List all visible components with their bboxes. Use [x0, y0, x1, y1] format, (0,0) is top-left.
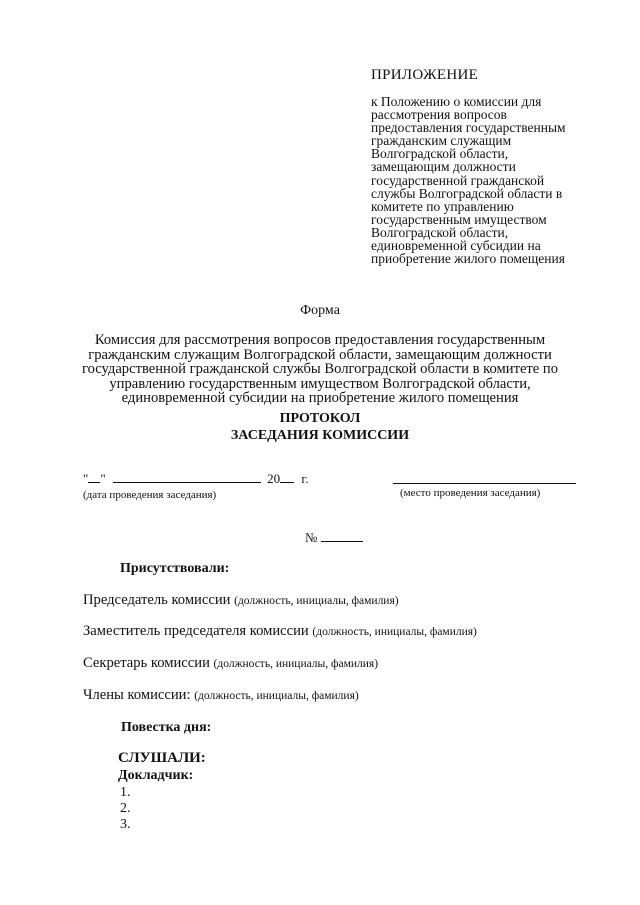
attendee-chairman [83, 592, 399, 609]
attendee-role: Секретарь комиссии [83, 655, 210, 671]
meeting-date-line [83, 471, 309, 487]
present-label: Присутствовали: [120, 561, 230, 576]
attendee-note: (должность, инициалы, фамилия) [194, 690, 359, 702]
attendee-secretary [83, 655, 378, 672]
heard-label: СЛУШАЛИ: [118, 750, 206, 766]
place-caption: (место проведения заседания) [400, 487, 541, 499]
year-blank [280, 472, 294, 483]
attendee-deputy-chairman [83, 623, 477, 640]
number-blank [321, 531, 363, 542]
protocol-subtitle: ЗАСЕДАНИЯ КОМИССИИ [230, 428, 410, 443]
appendix-reference: к Положению о комиссии для рассмотрения вопросов предоставления государственным гражданским служащим Волгоградской области, замещающим должности государственной гражданской службы Волгоградской области в комитете по управлению государственным имуществом Волгоградской области, единовременной субсидии на приобретение жилого помещения [371, 94, 566, 267]
form-label: Форма [300, 303, 340, 318]
attendee-role: Члены комиссии: [83, 687, 191, 703]
year-suffix: г. [301, 471, 309, 486]
attendee-note: (должность, инициалы, фамилия) [213, 658, 379, 670]
date-open-quote: " [83, 471, 89, 486]
protocol-title: ПРОТОКОЛ [279, 411, 361, 426]
day-blank [88, 472, 100, 483]
attendee-note: (должность, инициалы, фамилия) [312, 626, 477, 638]
attendee-note: (должность, инициалы, фамилия) [234, 595, 399, 607]
year-prefix: 20 [267, 471, 281, 486]
list-item: 2. [120, 801, 131, 816]
appendix-title: ПРИЛОЖЕНИЕ [371, 67, 479, 83]
list-item: 1. [120, 785, 131, 800]
protocol-heading [0, 410, 640, 444]
attendee-members [83, 687, 359, 704]
speaker-label: Докладчик: [118, 768, 194, 783]
protocol-number [305, 530, 363, 546]
attendee-role: Председатель комиссии [83, 592, 231, 608]
place-blank [393, 483, 576, 484]
number-sign: № [305, 530, 318, 545]
attendee-role: Заместитель председателя комиссии [83, 623, 309, 639]
agenda-label: Повестка дня: [121, 720, 212, 735]
date-close-quote: " [100, 471, 106, 486]
commission-name: Комиссия для рассмотрения вопросов предоставления государственным гражданским служащим Волгоградской области, замещающим должности государственной гражданской службы Волгоградской области в комитете по управлению государственным имуществом Волгоградской области, единовременной субсидии на приобретение жилого помещения [81, 332, 559, 406]
date-caption: (дата проведения заседания) [83, 489, 217, 501]
month-blank [113, 472, 261, 483]
list-item: 3. [120, 817, 131, 832]
